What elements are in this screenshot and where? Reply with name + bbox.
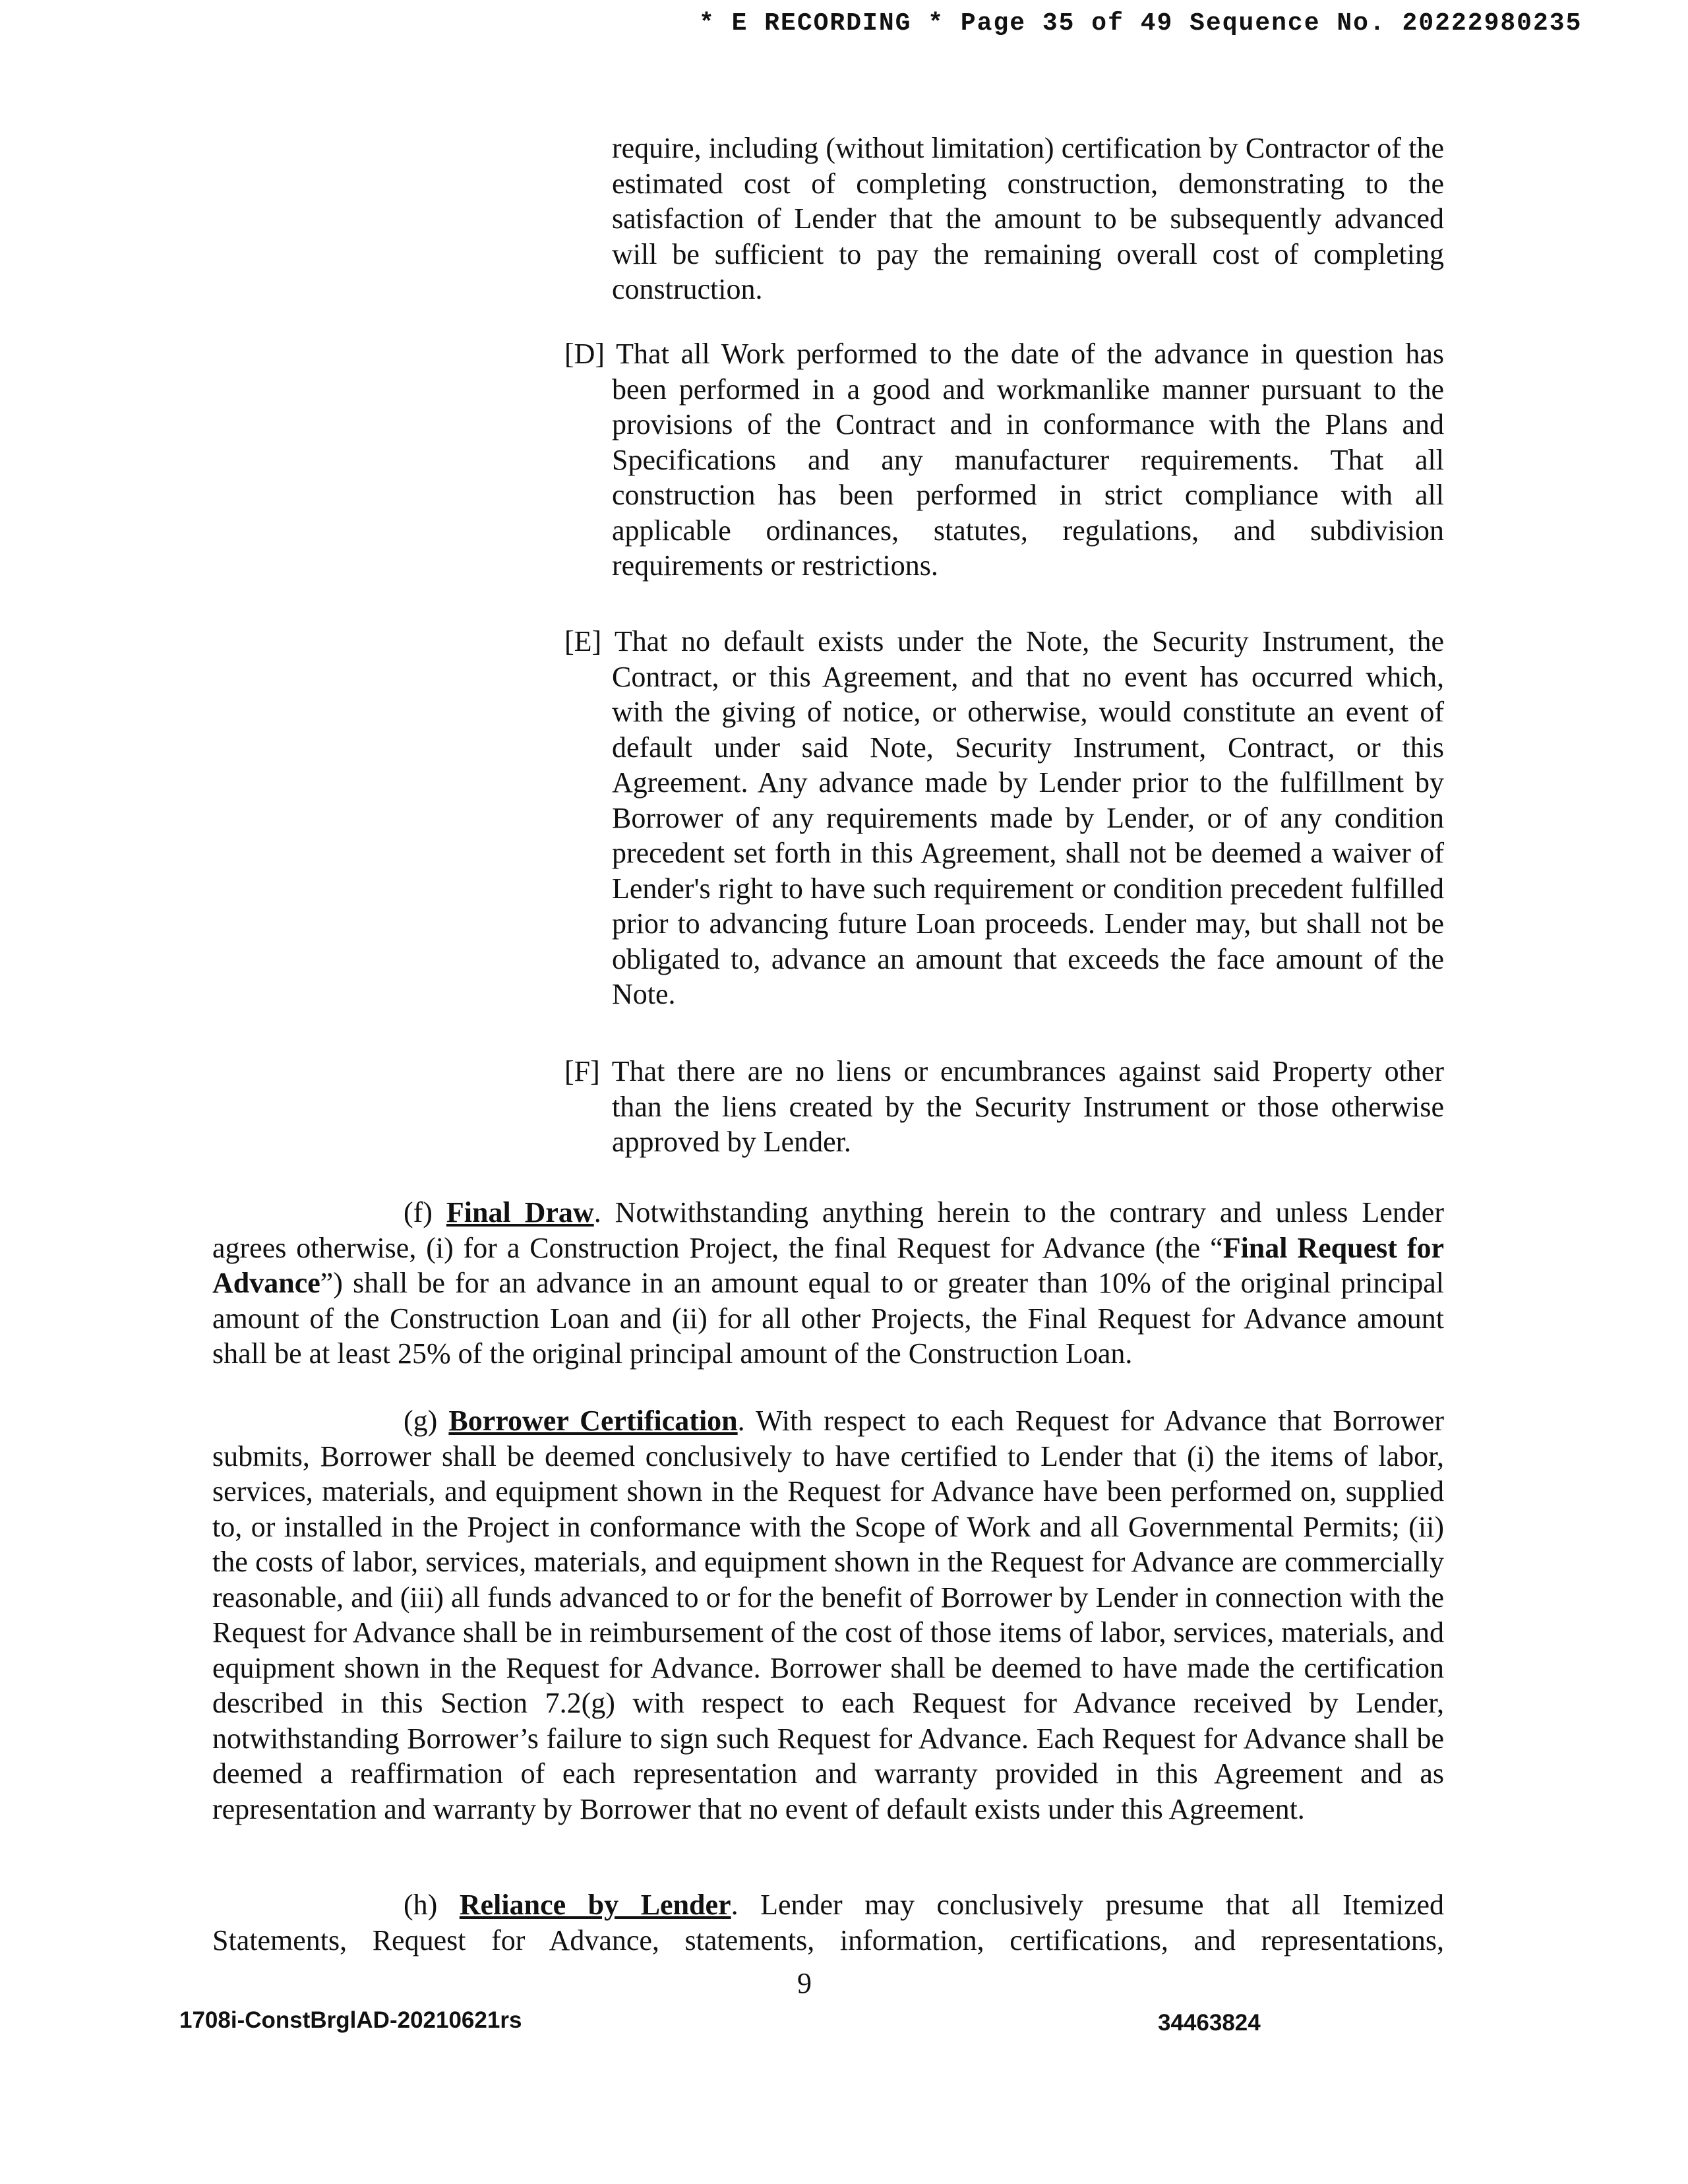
section-heading: Final Draw xyxy=(446,1196,594,1228)
section-text: Statements, Request for Advance, statements, information, certifications, and representations, xyxy=(212,1924,1444,1957)
section-text: . With respect to each Request for Advance that Borrower submits, Borrower shall be deemed conclusively to have certified to Lender that (i) the items of labor, services, materials, and equipment shown in the Request for Advance have been performed on, supplied to, or installed in the Project in conformance with the Scope of Work and all Governmental Permits; (ii) the costs of labor, services, materials, and equipment shown in the Request for Advance are commercially reasonable, and (iii) all funds advanced to or for the benefit of Borrower by Lender in connection with the Request for Advance shall be in reimbursement of the cost of those items of labor, services, materials, and equipment shown in the Request for Advance. Borrower shall be deemed to have made the certification described in this Section 7.2(g) with respect to each Request for Advance received by Lender, notwithstanding Borrower’s failure to sign such Request for Advance. Each Request for Advance shall be deemed a reaffirmation of each representation and warranty provided in this Agreement and as representation and warranty by Borrower that no event of default exists under this Agreement. xyxy=(212,1405,1445,1825)
defined-term: Final Request for Advance xyxy=(212,1231,1445,1299)
list-item-f xyxy=(564,1054,1444,1160)
list-item-text: That no default exists under the Note, the Security Instrument, the Contract, or this Agreement, and that no event has occurred which, with the giving of notice, or otherwise, would constitute an event of default under said Note, Security Instrument, Contract, or this Agreement. Any advance made by Lender prior to the fulfillment by Borrower of any requirements made by Lender, or of any condition precedent set forth in this Agreement, shall not be deemed a waiver of Lender's right to have such requirement or condition precedent fulfilled prior to advancing future Loan proceeds. Lender may, but shall not be obligated to, advance an amount that exceeds the face amount of the Note. xyxy=(612,625,1444,1010)
document-number: 34463824 xyxy=(1158,2010,1261,2036)
section-first-line xyxy=(212,1887,1444,1923)
list-item-text: That all Work performed to the date of the advance in question has been performed in a good and workmanlike manner pursuant to the provisions of the Contract and in conformance with the Plans and Specifications and any manufacturer requirements. That all construction has been performed in strict compliance with all applicable ordinances, statutes, regulations, and subdivision requirements or restrictions. xyxy=(612,338,1444,582)
continuation-paragraph: require, including (without limitation) certification by Contractor of the estimated cost of completing construction, demonstrating to the satisfaction of Lender that the amount to be subsequently advanced will be sufficient to pay the remaining overall cost of completing construction. xyxy=(612,132,1444,305)
section-f-final-draw xyxy=(212,1195,1444,1372)
list-item-marker: [F] xyxy=(564,1055,600,1087)
list-item-marker: [D] xyxy=(564,338,605,370)
document-code: 1708i-ConstBrglAD-20210621rs xyxy=(179,2007,522,2033)
section-h-reliance-by-lender xyxy=(212,1887,1444,1958)
section-g-borrower-certification xyxy=(212,1403,1444,1827)
section-heading: Reliance by Lender xyxy=(459,1889,731,1921)
section-heading: Borrower Certification xyxy=(448,1405,738,1437)
list-item-marker: [E] xyxy=(564,625,602,657)
section-label: (f) xyxy=(404,1196,433,1228)
recording-stamp-header: * E RECORDING * Page 35 of 49 Sequence No. 20222980235 xyxy=(699,9,1582,38)
page-number: 9 xyxy=(797,1967,812,1999)
section-text: . Notwithstanding anything herein to the contrary and unless Lender agrees otherwise, (i) for a Construction Project, the final Request for Advance (the “ xyxy=(212,1196,1444,1264)
list-item-e xyxy=(564,624,1444,1012)
section-label: (h) xyxy=(404,1889,438,1921)
section-label: (g) xyxy=(404,1405,438,1437)
section-text: . Lender may conclusively presume that all Itemized xyxy=(731,1889,1445,1921)
list-item-d xyxy=(564,336,1444,584)
list-item-text: That there are no liens or encumbrances against said Property other than the liens created by the Security Instrument or those otherwise approved by Lender. xyxy=(611,1055,1444,1158)
section-text: ”) shall be for an advance in an amount equal to or greater than 10% of the original principal amount of the Construction Loan and (ii) for all other Projects, the Final Request for Advance amount shall be at least 25% of the original principal amount of the Construction Loan. xyxy=(212,1267,1444,1370)
